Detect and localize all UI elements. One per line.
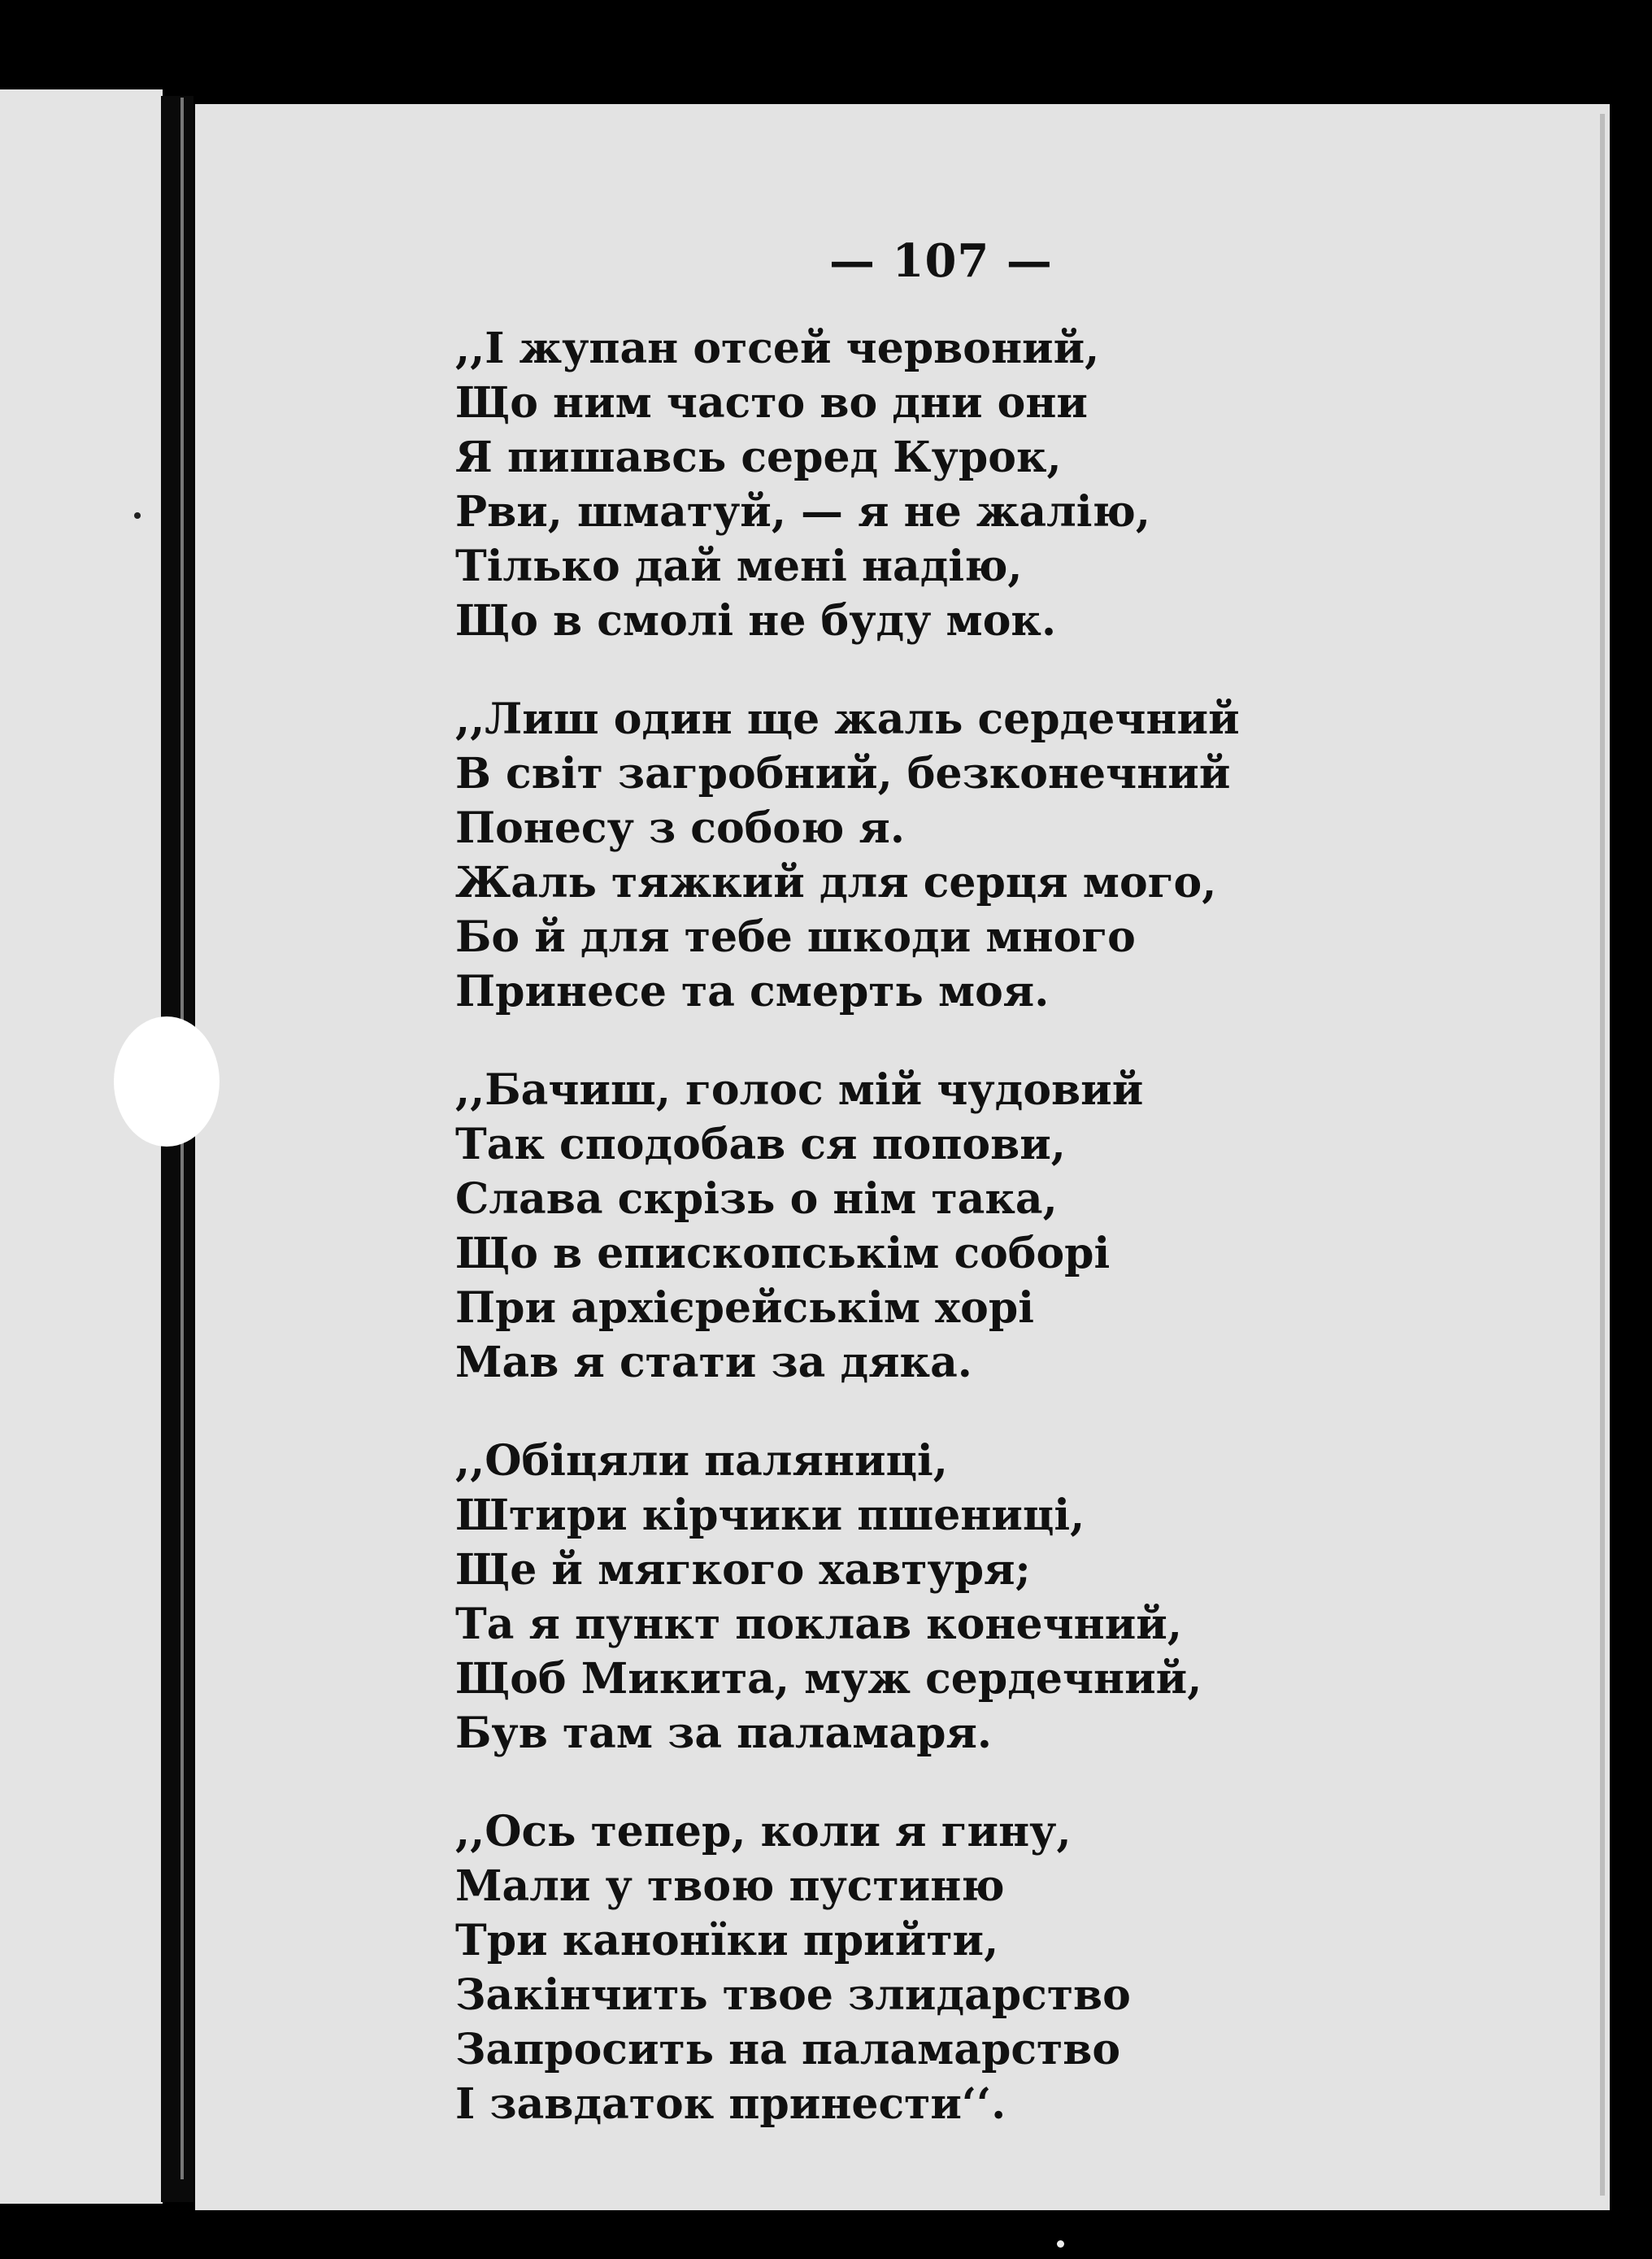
page-number: — 107 — (829, 234, 1053, 288)
poem-line: Штири кірчики пшениці, (455, 1491, 1085, 1540)
poem-line: Слава скрізь о нім така, (455, 1174, 1058, 1224)
poem-line: Бо й для тебе шкоди много (455, 912, 1136, 962)
poem-line: В світ загробний, безконечний (455, 749, 1231, 799)
stanza (455, 1434, 1366, 1761)
poem-line: Рви, шматуй, — я не жалію, (455, 487, 1150, 537)
book-gutter (161, 96, 193, 2202)
poem-line: Тілько дай мені надію, (455, 542, 1023, 591)
poem-line: Я пишавсь серед Курок, (455, 433, 1062, 482)
poem-text (455, 321, 1366, 2175)
poem-line: Принесе та смерть моя. (455, 967, 1050, 1016)
poem-line: Ще й мягкого хавтуря; (455, 1545, 1031, 1595)
poem-line: При архієрейськім хорі (455, 1283, 1034, 1333)
poem-line: ,,Ось тепер, коли я гину, (455, 1807, 1072, 1856)
stanza (455, 692, 1366, 1019)
scan-glare (114, 1016, 220, 1147)
stanza (455, 1804, 1366, 2131)
poem-line: Мали у твою пустиню (455, 1861, 1005, 1911)
poem-line: ,,Бачиш, голос мій чудовий (455, 1065, 1144, 1115)
poem-line: І завдаток принести‘‘. (455, 2079, 1006, 2129)
poem-line: Закінчить твое злидарство (455, 1970, 1131, 2020)
poem-line: ,,Обіцяли паляниці, (455, 1436, 948, 1486)
poem-line: Та я пункт поклав конечний, (455, 1600, 1182, 1649)
dust-speck (1057, 2240, 1064, 2248)
page-edge (1600, 114, 1605, 2196)
dust-speck (134, 512, 141, 519)
poem-line: ,,Лиш один ще жаль сердечний (455, 694, 1240, 744)
poem-line: Так сподобав ся попови, (455, 1120, 1066, 1169)
poem-line: Мав я стати за дяка. (455, 1338, 972, 1387)
poem-line: Що в смолі не буду мок. (455, 596, 1057, 646)
poem-line: Три канонїки прийти, (455, 1916, 999, 1965)
poem-line: Щоб Микита, муж сердечний, (455, 1654, 1202, 1704)
poem-line: Був там за паламаря. (455, 1708, 992, 1758)
poem-line: Понесу з собою я. (455, 803, 905, 853)
stanza (455, 1063, 1366, 1390)
poem-line: Запросить на паламарство (455, 2025, 1121, 2074)
stanza (455, 321, 1366, 648)
poem-line: Жаль тяжкий для серця мого, (455, 858, 1217, 908)
left-page-margin (0, 89, 163, 2204)
poem-line: Що ним часто во дни они (455, 378, 1088, 428)
poem-line: Що в епископськім соборі (455, 1229, 1111, 1278)
poem-line: ,,І жупан отсей червоний, (455, 324, 1100, 373)
